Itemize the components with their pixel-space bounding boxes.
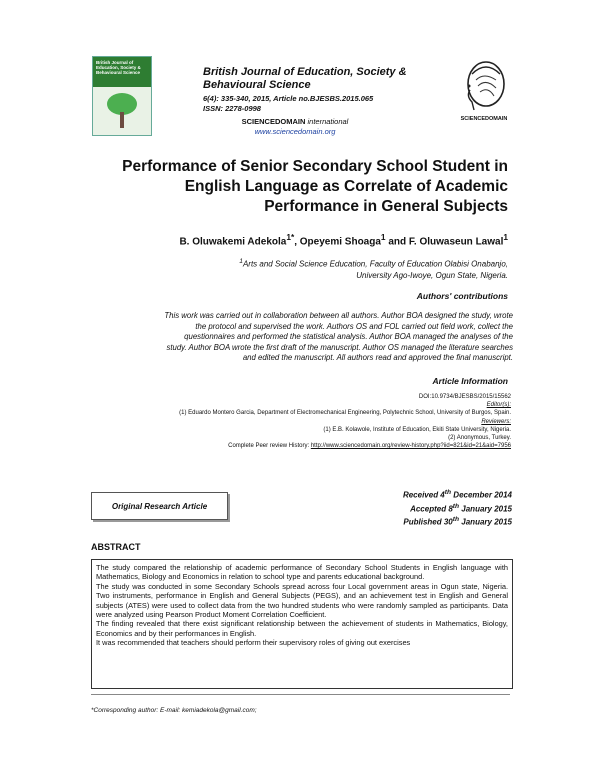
- publisher-logo-icon: [456, 56, 512, 122]
- journal-issn: ISSN: 2278-0998: [203, 104, 261, 113]
- article-type: Original Research Article: [111, 501, 208, 511]
- abstract-paragraph: The study was conducted in some Secondary Schools spread across four Local government areas in Ogun state, Nigeria. Two instruments, performance in English and General Subjects (PEGS), and an achievement test in English and General subjects (ATES) were used to collect data from the two hundred students who were randomly sampled as participants. Data were analyzed using Pearson Product Moment Correlation Coefficient.: [96, 581, 508, 620]
- publisher-name: SCIENCEDOMAIN: [241, 117, 306, 126]
- published-date: Published 30th January 2015: [403, 516, 512, 527]
- article-info: [88, 393, 511, 450]
- publisher-url[interactable]: www.sciencedomain.org: [254, 127, 336, 136]
- author-3: F. Oluwaseun Lawal: [408, 236, 504, 248]
- publication-dates: [300, 487, 512, 528]
- footnote-divider: [91, 694, 510, 695]
- journal-name: British Journal of Education, Society & Behavioural Science: [203, 66, 407, 91]
- editor-entry: (1) Eduardo Montero Garcia, Department of Electromechanical Engineering, Polytechnic School, University of Burgos, Spain.: [179, 410, 511, 417]
- abstract-heading: ABSTRACT: [91, 542, 141, 552]
- editor-label: Editor(s):: [486, 402, 511, 409]
- author-1: B. Oluwakemi Adekola: [179, 236, 287, 248]
- contributions-heading: Authors' contributions: [416, 291, 508, 301]
- received-date: Received 4th December 2014: [402, 489, 512, 500]
- publisher: [230, 117, 360, 137]
- abstract-paragraph: The finding revealed that there exist significant relationship between the achievement of students in Mathematics, Biology, Economics and by their performances in English.: [96, 619, 508, 638]
- abstract-box: [91, 559, 513, 689]
- contributions-text: This work was carried out in collaboration between all authors. Author BOA designed the study, wrote the protocol and supervised the work. Authors OS and FOL carried out field work, collect the questionnaires and performed the statistical analysis. Author BOA managed the analyses of the study. Author BOA wrote the first draft of the manuscript. Author OS managed the literature searches and edited the manuscript. All authors read and approved the final manuscript.: [164, 311, 513, 362]
- review-history-link[interactable]: http://www.sciencedomain.org/review-history.php?iid=821&id=21&aid=7956: [310, 443, 511, 450]
- journal-cover-image: [92, 56, 152, 136]
- article-info-heading: Article Information: [432, 376, 508, 386]
- accepted-date: Accepted 8th January 2015: [410, 502, 512, 514]
- affiliation: $^1$Arts and Social Science Education, Faculty of Education Olabisi Onabanjo, University Ago-Iwoye, Ogun State, Nigeria.: [239, 258, 508, 280]
- reviewers-label: Reviewers:: [481, 418, 511, 425]
- abstract-paragraph: It was recommended that teachers should perform their supervisory roles of giving out exercises: [96, 638, 411, 648]
- author-list: B. Oluwakemi Adekola$^{1*}$, Opeyemi Shoaga$^1$ and F. Oluwaseun Lawal$^1$: [179, 232, 508, 248]
- article-type-box: [91, 492, 228, 520]
- review-history: Complete Peer review History: http://www.sciencedomain.org/review-history.php?iid=821&id=21&aid=7956: [228, 443, 511, 450]
- journal-volume: 6(4): 335-340, 2015, Article no.BJESBS.2015.065: [203, 94, 374, 103]
- publisher-suffix: international: [307, 117, 349, 126]
- doi: DOI:10.9734/BJESBS/2015/15562: [418, 394, 511, 400]
- author-2: Opeyemi Shoaga: [299, 236, 381, 248]
- journal-info: [203, 94, 373, 114]
- paper-title: Performance of Senior Secondary School Student in English Language as Correlate of Academic Performance in General Subjects: [122, 158, 508, 215]
- cover-title: British Journal of Education, Society & Behavioural Science: [96, 60, 141, 75]
- reviewer-entry: (2) Anonymous, Turkey.: [448, 435, 511, 442]
- abstract-paragraph: The study compared the relationship of academic performance of Secondary School Students in English language with Mathematics, Biology and Economics in relation to school type and parents educational background.: [96, 563, 508, 582]
- corresponding-author-footnote: *Corresponding author: E-mail: kemiadekola@gmail.com;: [91, 707, 257, 714]
- logo-label: SCIENCEDOMAIN: [460, 116, 508, 122]
- reviewer-entry: (1) E.B. Kolawole, Institute of Education, Ekiti State University, Nigeria.: [323, 426, 511, 433]
